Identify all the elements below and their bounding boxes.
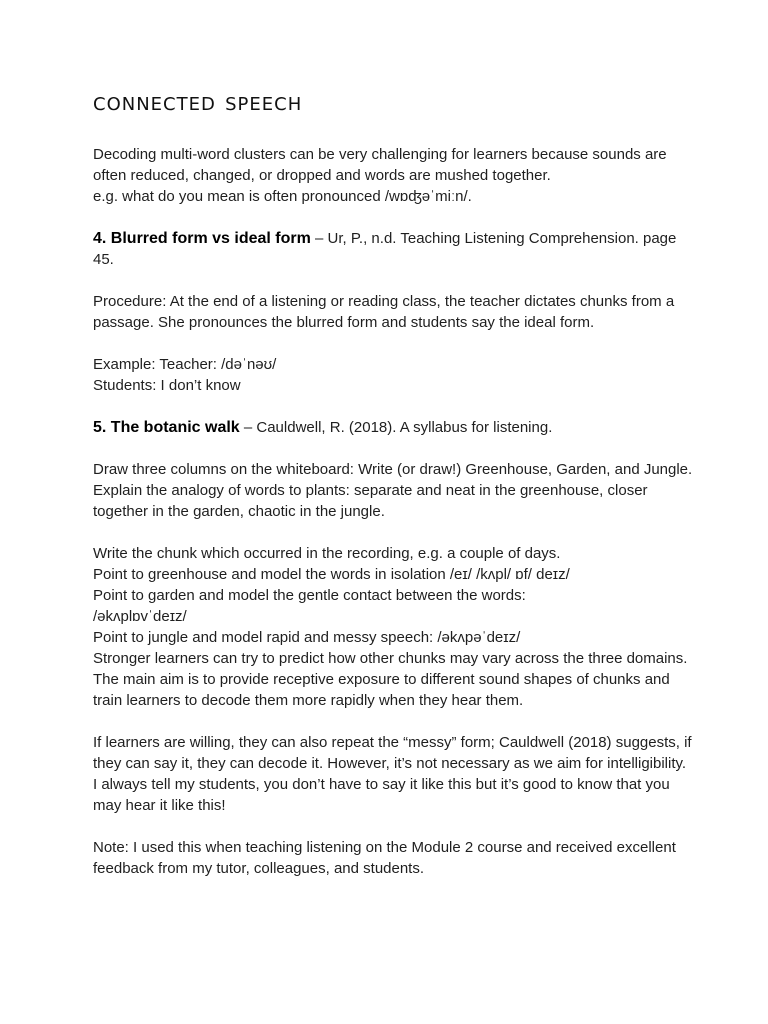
intro-paragraph: [93, 144, 693, 207]
section-5-title: 5. The botanic walk: [93, 419, 240, 436]
section-5-paragraph-3: If learners are willing, they can also repeat the “messy” form; Cauldwell (2018) suggests, if they can say it, they can decode it. However, it’s not necessary as we aim for intelligibility. I always tell my students, you don’t have to say it like this but it’s good to know that you may hear it like this!: [93, 734, 692, 814]
note-paragraph: Note: I used this when teaching listening on the Module 2 course and received excellent feedback from my tutor, colleagues, and students.: [93, 839, 676, 877]
document-page: [93, 86, 693, 900]
step-line: Write the chunk which occurred in the recording, e.g. a couple of days.: [93, 545, 561, 562]
step-line: Point to garden and model the gentle contact between the words:: [93, 587, 526, 604]
step-line: /əkʌplɒvˈdeɪz/: [93, 608, 187, 625]
section-4-example: [93, 354, 693, 396]
section-4-procedure: Procedure: At the end of a listening or reading class, the teacher dictates chunks from a passage. She pronounces the blurred form and students say the ideal form.: [93, 293, 675, 331]
section-5-heading: [93, 417, 693, 438]
section-4-reference: – Ur, P., n.d. Teaching Listening Comprehension. page 45.: [93, 230, 677, 268]
section-4-title: 4. Blurred form vs ideal form: [93, 230, 311, 247]
step-line: Stronger learners can try to predict how other chunks may vary across the three domains.: [93, 650, 688, 667]
example-students: Students: I don’t know: [93, 377, 241, 394]
section-5-steps: [93, 543, 693, 711]
section-4-heading: [93, 228, 693, 270]
section-5-paragraph-1: Draw three columns on the whiteboard: Write (or draw!) Greenhouse, Garden, and Jungle. Explain the analogy of words to plants: separate and neat in the greenhouse, closer together in the garden, chaotic in the jungle.: [93, 461, 693, 520]
page-title: connected speech: [93, 87, 303, 117]
intro-example: e.g. what do you mean is often pronounced /wɒʤəˈmiːn/.: [93, 188, 472, 205]
step-line: The main aim is to provide receptive exposure to different sound shapes of chunks and train learners to decode them more rapidly when they hear them.: [93, 671, 670, 709]
section-5-reference: – Cauldwell, R. (2018). A syllabus for listening.: [239, 419, 553, 436]
step-line: Point to jungle and model rapid and messy speech: /əkʌpəˈdeɪz/: [93, 629, 521, 646]
step-line: Point to greenhouse and model the words in isolation /eɪ/ /kʌpl/ ɒf/ deɪz/: [93, 566, 570, 583]
example-teacher: Example: Teacher: /dəˈnəʊ/: [93, 356, 277, 373]
intro-text: Decoding multi-word clusters can be very challenging for learners because sounds are often reduced, changed, or dropped and words are mushed together.: [93, 146, 667, 184]
